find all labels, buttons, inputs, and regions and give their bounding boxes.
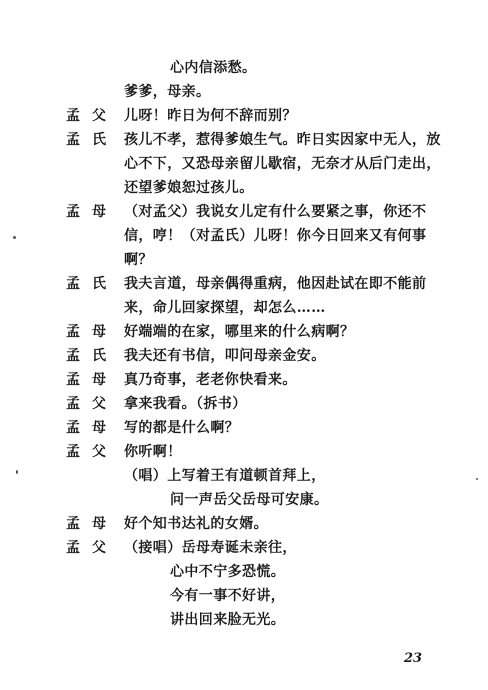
speaker-label: 孟父 (66, 444, 118, 460)
verse-line: （唱）上写着王有道顿首拜上， (124, 468, 326, 484)
dialogue-line: 儿呀！昨日为何不辞而别？ (124, 108, 297, 124)
dialogue-line: 来，命儿回家探望，却怎么…… (124, 300, 326, 316)
dialogue-line: 你听啊！ (124, 444, 182, 460)
dialogue-line: 还望爹娘恕过孩儿。 (124, 180, 254, 196)
dialogue-line: 我夫还有书信，叩问母亲金安。 (124, 348, 326, 364)
dialogue-line: 心不下，又恐母亲留儿歇宿，无奈才从后门走出， (124, 156, 441, 172)
dialogue-line: 孩儿不孝，惹得爹娘生气。昨日实因家中无人，放 (124, 132, 441, 148)
dialogue-line: 我夫言道，母亲偶得重病，他因赴试在即不能前 (124, 276, 427, 292)
dialogue-line: 拿来我看。（拆书） (124, 396, 247, 412)
speaker-label: 孟母 (66, 420, 118, 436)
verse-line: 心中不宁多恐慌。 (170, 564, 286, 580)
verse-line: 今有一事不好讲， (170, 588, 286, 604)
scan-speck (16, 470, 18, 474)
dialogue-line: 信，哼！（对孟氏）儿呀！你今日回来又有何事 (124, 228, 427, 244)
dialogue-line: （对孟父）我说女儿定有什么要紧之事，你还不 (124, 204, 427, 220)
speaker-label: 孟母 (66, 372, 118, 388)
scan-speck (476, 478, 478, 480)
speaker-label: 孟氏 (66, 132, 118, 148)
dialogue-line: 爹爹，母亲。 (124, 84, 211, 100)
verse-line: 讲出回来脸无光。 (170, 612, 286, 628)
verse-line: 心内信添愁。 (170, 60, 257, 76)
speaker-label: 孟父 (66, 108, 118, 124)
speaker-label: 孟母 (66, 324, 118, 340)
speaker-label: 孟母 (66, 204, 118, 220)
speaker-label: 孟氏 (66, 276, 118, 292)
speaker-label: 孟父 (66, 540, 118, 556)
speaker-label: 孟母 (66, 516, 118, 532)
verse-line: （接唱）岳母寿诞未亲往， (124, 540, 297, 556)
dialogue-line: 写的都是什么啊？ (124, 420, 240, 436)
dialogue-line: 真乃奇事，老老你快看来。 (124, 372, 297, 388)
speaker-label: 孟氏 (66, 348, 118, 364)
speaker-label: 孟父 (66, 396, 118, 412)
page-number: 23 (404, 651, 423, 666)
scan-speck (13, 236, 16, 239)
dialogue-line: 好端端的在家，哪里来的什么病啊？ (124, 324, 355, 340)
dialogue-line: 啊？ (124, 252, 153, 268)
verse-line: 问一声岳父岳母可安康。 (170, 492, 329, 508)
dialogue-line: 好个知书达礼的女婿。 (124, 516, 268, 532)
